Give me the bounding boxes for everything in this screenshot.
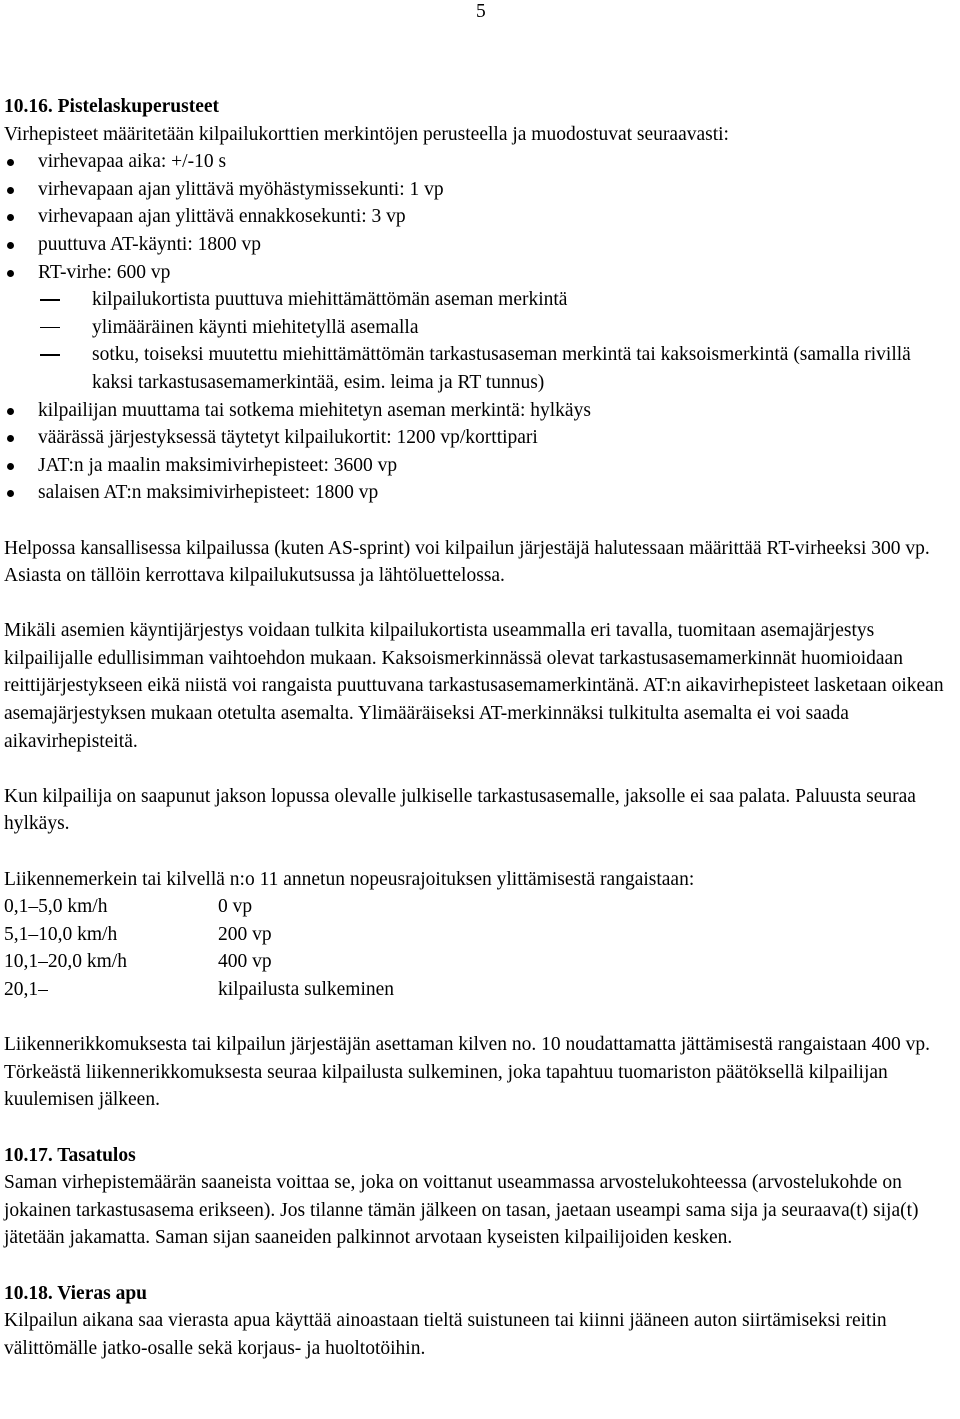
bullet-icon bbox=[7, 242, 14, 249]
document-body bbox=[4, 93, 954, 1362]
bullet-icon bbox=[7, 490, 14, 497]
bullet-list-a bbox=[4, 148, 954, 286]
speed-penalty: 400 vp bbox=[218, 951, 272, 973]
list-item: salaisen AT:n maksimivirhepisteet: 1800 vp bbox=[4, 479, 954, 507]
paragraph: Saman virhepistemäärän saaneista voittaa se, joka on voittanut useammassa arvostelukohteessa (arvostelukohde on jokainen tarkastusasema erikseen). Jos tilanne tämän jälkeen on tasan, jaetaan useampi sama sija ja seuraava(t) sija(t) jätetään jakamatta. Saman sijan saaneiden palkinnot arvotaan kyseisten kilpailijoiden kesken. bbox=[4, 1172, 919, 1249]
bullet-list-b bbox=[4, 397, 954, 507]
table-row bbox=[4, 893, 954, 921]
table-row bbox=[4, 921, 954, 949]
section-heading-10-16 bbox=[4, 93, 954, 121]
list-item: virhevapaan ajan ylittävä myöhästymissekunti: 1 vp bbox=[4, 176, 954, 204]
section-title: Vieras apu bbox=[57, 1282, 148, 1304]
list-item: virhevapaa aika: +/-10 s bbox=[4, 148, 954, 176]
speed-range: 0,1–5,0 km/h bbox=[4, 896, 108, 918]
speed-range: 20,1– bbox=[4, 979, 48, 1000]
list-item: kilpailukortista puuttuva miehittämättömän aseman merkintä bbox=[4, 286, 954, 314]
list-item: kilpailijan muuttama tai sotkema miehitetyn aseman merkintä: hylkäys bbox=[4, 397, 954, 425]
paragraph: Liikennerikkomuksesta tai kilpailun järjestäjän asettaman kilven no. 10 noudattamatta jättämisestä rangaistaan 400 vp. Törkeästä liikennerikkomuksesta seuraa kilpailusta sulkeminen, joka tapahtuu tuomariston päätöksellä kilpailijan kuulemisen jälkeen. bbox=[4, 1034, 930, 1111]
list-item: puuttuva AT-käynti: 1800 vp bbox=[4, 231, 954, 259]
speed-penalty: 0 vp bbox=[218, 896, 253, 918]
section-heading-10-18 bbox=[4, 1280, 954, 1308]
bullet-icon bbox=[7, 463, 14, 470]
table-row bbox=[4, 948, 954, 976]
speed-penalty: 200 vp bbox=[218, 923, 272, 945]
bullet-icon bbox=[7, 159, 14, 166]
list-item: sotku, toiseksi muutettu miehittämättömän tarkastusaseman merkintä tai kaksoismerkintä (samalla rivillä kaksi tarkastusasemamerkintää, esim. leima ja RT tunnus) bbox=[4, 341, 954, 396]
section-title: Pistelaskuperusteet bbox=[57, 96, 220, 117]
intro-text: Virhepisteet määritetään kilpailukorttien merkintöjen perusteella ja muodostuvat seuraavasti: bbox=[4, 123, 729, 145]
dash-icon bbox=[40, 327, 60, 329]
bullet-icon bbox=[7, 187, 14, 194]
paragraph: Kilpailun aikana saa vierasta apua käyttää ainoastaan tieltä suistuneen tai kiinni jääneen auton siirtämiseksi reitin välittömälle jatko-osalle sekä korjaus- ja huoltotöihin. bbox=[4, 1310, 887, 1359]
dash-list bbox=[4, 286, 954, 396]
section-number: 10.17. bbox=[4, 1144, 53, 1166]
paragraph: Mikäli asemien käyntijärjestys voidaan tulkita kilpailukortista useammalla eri tavalla, tuomitaan asemajärjestys kilpailijalle edullisimman vaihtoehdon mukaan. Kaksoismerkinnässä olevat tarkastusasemamerkinnät huomioidaan reittijärjestykseen eikä niistä voi rangaista puuttuvana tarkastusasemamerkintänä. AT:n aikavirhepisteet lasketaan oikean asemajärjestyksen mukaan otetulta asemalta. Ylimääräiseksi AT-merkinnäksi tulkitulta asemalta ei voi saada aikavirhepisteitä. bbox=[4, 620, 944, 752]
list-item: JAT:n ja maalin maksimivirhepisteet: 3600 vp bbox=[4, 452, 954, 480]
dash-icon bbox=[40, 299, 60, 301]
bullet-icon bbox=[7, 408, 14, 415]
speed-table bbox=[4, 893, 954, 1003]
list-item: väärässä järjestyksessä täytetyt kilpailukortit: 1200 vp/korttipari bbox=[4, 424, 954, 452]
bullet-icon bbox=[7, 270, 14, 277]
paragraph: Liikennemerkein tai kilvellä n:o 11 annetun nopeusrajoituksen ylittämisestä rangaistaan: bbox=[4, 868, 695, 890]
speed-penalty: kilpailusta sulkeminen bbox=[218, 979, 395, 1000]
section-title: Tasatulos bbox=[57, 1144, 136, 1166]
bullet-icon bbox=[7, 214, 14, 221]
bullet-icon bbox=[7, 435, 14, 442]
list-item: ylimääräinen käynti miehitetyllä asemalla bbox=[4, 314, 954, 342]
list-item: RT-virhe: 600 vp bbox=[4, 259, 954, 287]
speed-range: 10,1–20,0 km/h bbox=[4, 951, 127, 973]
speed-range: 5,1–10,0 km/h bbox=[4, 923, 118, 945]
paragraph: Kun kilpailija on saapunut jakson lopussa olevalle julkiselle tarkastusasemalle, jaksolle ei saa palata. Paluusta seuraa hylkäys. bbox=[4, 785, 916, 835]
table-row bbox=[4, 976, 954, 1004]
dash-icon bbox=[40, 354, 60, 356]
section-heading-10-17 bbox=[4, 1142, 954, 1170]
paragraph: Helpossa kansallisessa kilpailussa (kuten AS-sprint) voi kilpailun järjestäjä halutessaan määrittää RT-virheeksi 300 vp. Asiasta on tällöin kerrottava kilpailukutsussa ja lähtöluettelossa. bbox=[4, 537, 930, 587]
list-item: virhevapaan ajan ylittävä ennakkosekunti: 3 vp bbox=[4, 203, 954, 231]
page-number: 5 bbox=[476, 1, 486, 22]
section-number: 10.16. bbox=[4, 96, 53, 117]
section-number: 10.18. bbox=[4, 1282, 53, 1304]
